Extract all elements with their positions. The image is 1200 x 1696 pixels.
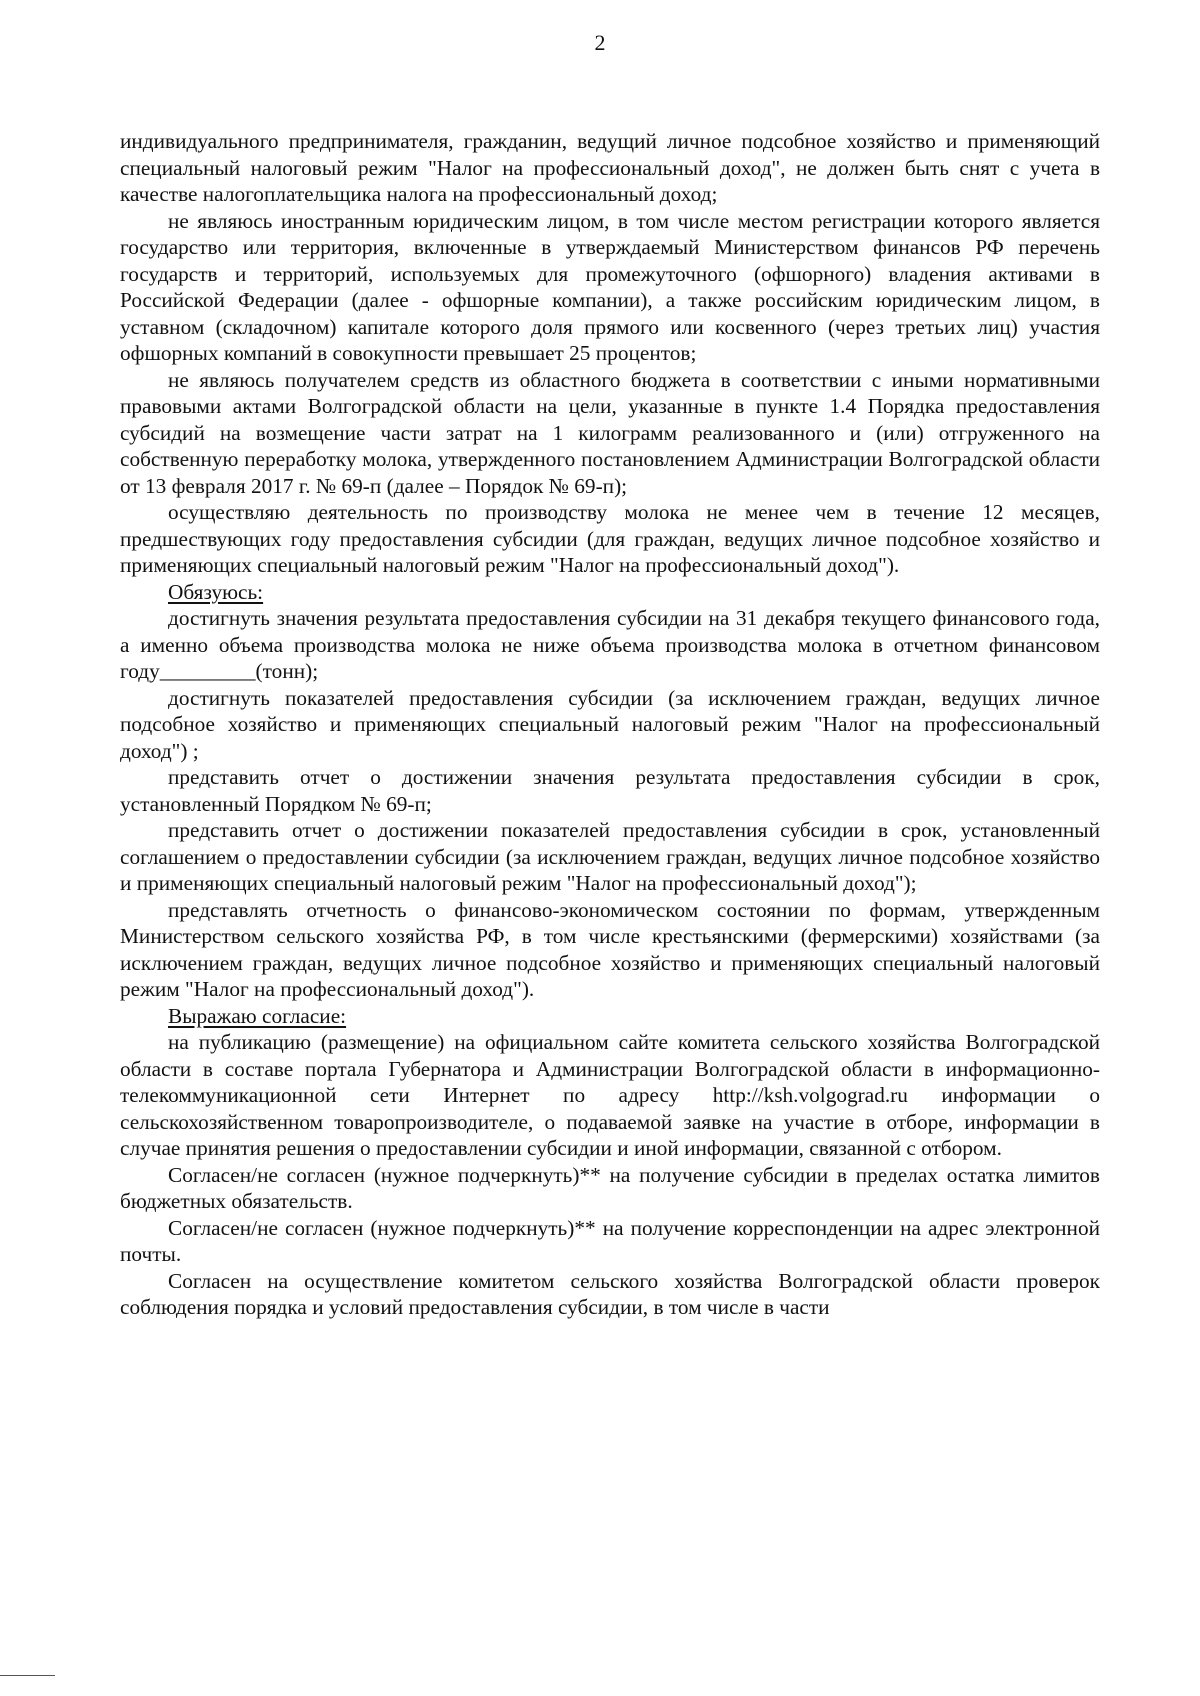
paragraph-obligation-result: достигнуть значения результата предоставления субсидии на 31 декабря текущего финансового года, а именно объема производства молока не ниже объема производства молока в отчетном финансовом году_________(тонн); (120, 606, 1100, 683)
paragraph-not-foreign-entity: не являюсь иностранным юридическим лицом, в том числе местом регистрации которого является государство или территория, включенные в утверждаемый Министерством финансов РФ перечень государств и территорий, используемых для промежуточного (офшорного) владения активами в Российской Федерации (далее - офшорные компании), а также российским юридическим лицом, в уставном (складочном) капитале которого доля прямого или косвенного (через третьих лиц) участия офшорных компаний в совокупности превышает 25 процентов; (120, 208, 1100, 365)
paragraph-sole-proprietor-status: индивидуального предпринимателя, гражданин, ведущий личное подсобное хозяйство и применяющий специальный налоговый режим "Налог на профессиональный доход", не должен быть снят с учета в качестве налогоплательщика налога на профессиональный доход; (120, 129, 1100, 206)
scan-edge-mark (0, 1675, 55, 1676)
heading-consent-label: Выражаю согласие: (168, 1003, 347, 1028)
paragraph-obligation-result-report: представить отчет о достижении значения результата предоставления субсидии в срок, установленный Порядком № 69-п; (120, 765, 1100, 816)
paragraph-obligation-indicators: достигнуть показателей предоставления субсидии (за исключением граждан, ведущих личное подсобное хозяйство и применяющих специальный налоговый режим "Налог на профессиональный доход") ; (120, 685, 1100, 763)
paragraph-consent-budget-limits: Согласен/не согласен (нужное подчеркнуть)** на получение субсидии в пределах остатка лимитов бюджетных обязательств. (120, 1162, 1100, 1213)
paragraph-consent-inspections: Согласен на осуществление комитетом сельского хозяйства Волгоградской области проверок соблюдения порядка и условий предоставления субсидии, в том числе в части (120, 1268, 1100, 1319)
page-number: 2 (594, 30, 606, 55)
paragraph-obligation-indicators-report: представить отчет о достижении показателей предоставления субсидии в срок, установленный соглашением о предоставлении субсидии (за исключением граждан, ведущих личное подсобное хозяйство и применяющих специальный налоговый режим "Налог на профессиональный доход"); (120, 818, 1100, 895)
heading-consent (120, 1003, 1100, 1030)
paragraph-consent-email: Согласен/не согласен (нужное подчеркнуть)** на получение корреспонденции на адрес электронной почты. (120, 1215, 1100, 1266)
paragraph-not-budget-recipient: не являюсь получателем средств из областного бюджета в соответствии с иными нормативными правовыми актами Волгоградской области на цели, указанные в пункте 1.4 Порядка предоставления субсидий на возмещение части затрат на 1 килограмм реализованного и (или) отгруженного на собственную переработку молока, утвержденного постановлением Администрации Волгоградской области от 13 февраля 2017 г. № 69-п (далее – Порядок № 69-п); (120, 367, 1100, 498)
paragraph-consent-publication: на публикацию (размещение) на официальном сайте комитета сельского хозяйства Волгоградской области в составе портала Губернатора и Администрации Волгоградской области в информационно-телекоммуникационной сети Интернет по адресу http://ksh.volgograd.ru информации о сельскохозяйственном товаропроизводителе, о подаваемой заявке на участие в отборе, информации в случае принятия решения о предоставлении субсидии и иной информации, связанной с отбором. (120, 1030, 1100, 1160)
heading-obligations (120, 579, 1100, 606)
paragraph-milk-production-activity: осуществляю деятельность по производству молока не менее чем в течение 12 месяцев, предшествующих году предоставления субсидии (для граждан, ведущих личное подсобное хозяйство и применяющих специальный налоговый режим "Налог на профессиональный доход"). (120, 500, 1100, 577)
heading-obligations-label: Обязуюсь: (168, 579, 264, 604)
paragraph-obligation-financial-reports: представлять отчетность о финансово-экономическом состоянии по формам, утвержденным Министерством сельского хозяйства РФ, в том числе крестьянскими (фермерскими) хозяйствами (за исключением граждан, ведущих личное подсобное хозяйство и применяющих специальный налоговый режим "Налог на профессиональный доход"). (120, 897, 1100, 1001)
document-body (120, 128, 1100, 1321)
